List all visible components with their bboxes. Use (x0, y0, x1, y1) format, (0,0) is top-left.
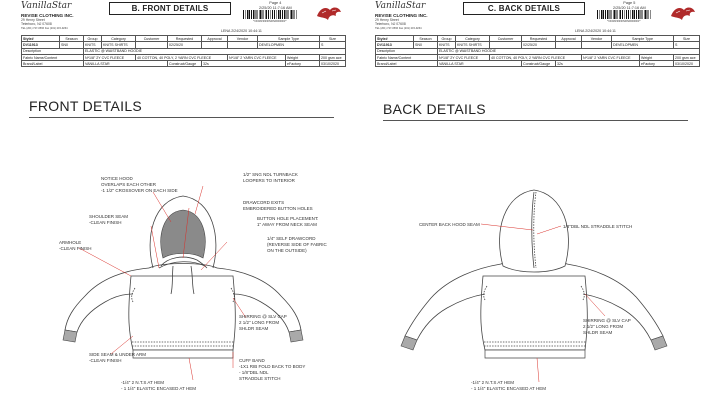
callout-line: 1" AWAY FROM NECK SEAM (257, 222, 317, 227)
callout-line: -1X1 RIB FOLD BACK TO BODY (239, 364, 306, 369)
vendor-label: Vendor (582, 36, 612, 42)
callout-center-back-seam (419, 222, 480, 228)
size-value: S (320, 42, 346, 48)
callout-line: SHIRRING @ SLV CAP (239, 314, 287, 319)
callout-hem (471, 380, 546, 392)
callout-line: 1/4" SELF DRAWCORD (267, 236, 316, 241)
callout-line: -CLEAN FINISH (89, 220, 122, 225)
callout-line: SHOULDER SEAM (89, 214, 129, 219)
style-label: Style# (22, 36, 60, 42)
requested-value: 02/25/20 (168, 42, 202, 48)
requested-label: Requested (522, 36, 556, 42)
factory-label: eFactory (286, 61, 320, 67)
construct-label: Construct/Gauge (168, 61, 202, 67)
description-label: Description (22, 48, 84, 54)
weight-value: 200 gsm ace (320, 54, 346, 60)
lena-stamp: LENA 2/24/2020 10:44:11 (575, 29, 616, 33)
group-label: Group (84, 36, 102, 42)
callout-straddle-stitch (563, 224, 632, 230)
description-value: ELASTIC @ WAISTBAND HOODIE (84, 48, 346, 54)
brand-value: VANILLA STAR (438, 61, 522, 67)
sample-type-label: Sample Type (612, 36, 674, 42)
callout-line: CENTER BACK HOOD SEAM (419, 222, 480, 227)
callout-line: 2 1/2" LONG FROM (583, 324, 624, 329)
company-block (375, 1, 465, 31)
fabric-content-value: 40 COTTON, 40 POLY, 2 YARN CVC FLEECE (490, 54, 582, 60)
group-label: Group (438, 36, 456, 42)
callout-armhole (59, 240, 92, 252)
construct-value: 32s (202, 61, 286, 67)
fabric-value: N*1/8" 2Y CVC FLEECE (84, 54, 136, 60)
barcode-text: *NNRRRRRNRNRRRRR* (253, 20, 287, 23)
back-details-page (375, 0, 699, 405)
spec-table (21, 35, 346, 67)
callout-line: CUFF BAND (239, 358, 265, 363)
callout-line: ON THE OUTSIDE) (267, 248, 307, 253)
season-label: Season (60, 36, 84, 42)
callout-hem (121, 380, 196, 392)
weight-label: Weight (640, 54, 674, 60)
season-value: SN0 (414, 42, 438, 48)
callout-line: 1/2" SNG NDL TURNBACK (243, 172, 298, 177)
season-label: Season (414, 36, 438, 42)
callout-line: SHIRRING @ SLV CAP (583, 318, 631, 323)
front-sketch-area (21, 118, 345, 405)
construct-value: 32s (556, 61, 640, 67)
company-name: REVISE CLOTHING INC. (375, 13, 428, 18)
callout-self-drawcord (267, 236, 327, 254)
description-label: Description (376, 48, 438, 54)
page-info (613, 1, 646, 10)
callout-shoulder-seam (89, 214, 128, 226)
spec-table (375, 35, 700, 67)
vendor-label: Vendor (228, 36, 258, 42)
brand-logo: VanillaStar (375, 1, 426, 11)
callout-drawcord-exits (243, 200, 313, 212)
company-name: REVISE CLOTHING INC. (21, 13, 74, 18)
requested-label: Requested (168, 36, 202, 42)
brand-label: Brand/Label (22, 61, 84, 67)
style-value: DV11913 (22, 42, 60, 48)
brand-label: Brand/Label (376, 61, 438, 67)
weight-label: Weight (286, 54, 320, 60)
callout-shirring (583, 318, 631, 336)
sample-type-label: Sample Type (258, 36, 320, 42)
callout-cuff-band (239, 358, 305, 382)
callout-line: DRAWCORD EXITS (243, 200, 285, 205)
dragon-logo-icon (314, 2, 344, 24)
section-title: BACK DETAILS (383, 101, 486, 117)
callout-line: SHLDR SEAM (583, 330, 613, 335)
category-value: KNITS SHIRTS (102, 42, 136, 48)
callout-line: STRADDLE STITCH (239, 376, 281, 381)
brand-value: VANILLA STAR (84, 61, 168, 67)
category-value: KNITS SHIRTS (456, 42, 490, 48)
category-label: Category (456, 36, 490, 42)
page-info (259, 1, 292, 10)
company-address-1: 29 Henry Street (375, 18, 399, 22)
callout-line: (REVERSE SIDE OF FABRIC (267, 242, 327, 247)
group-value: KNITS (438, 42, 456, 48)
requested-value: 02/25/20 (522, 42, 556, 48)
callout-line: - 1 1/4" ELASTIC ENCASED AT HEM (121, 386, 196, 391)
style-label: Style# (376, 36, 414, 42)
approval-label: Approval (556, 36, 582, 42)
lena-stamp: LENA 2/24/2020 10:44:11 (221, 29, 262, 33)
size-label: Size (320, 36, 346, 42)
sample-type-value: DEVELOPMEN (612, 42, 674, 48)
company-address-2: Teterboro, NJ 07608 (21, 22, 52, 27)
callout-line: ARMHOLE (59, 240, 82, 245)
fabric-secondary-value: N*1/8" 2 YARN CVC FLEECE (228, 54, 286, 60)
print-datetime: 2/25/20 11:7:16 AM (613, 5, 646, 10)
customer-label: Customer (136, 36, 168, 42)
callout-line: - 1 1/4" ELASTIC ENCASED AT HEM (471, 386, 546, 391)
callout-line: -1 1/2" CROSSOVER ON EACH SIDE (101, 188, 178, 193)
fabric-content-value: 40 COTTON, 40 POLY, 2 YARN CVC FLEECE (136, 54, 228, 60)
callout-button-hole (257, 216, 318, 228)
season-value: SN0 (60, 42, 84, 48)
callout-turnback (243, 172, 298, 184)
factory-value: 03/10/2020 (320, 61, 346, 67)
spec-brand-row (376, 61, 700, 67)
callout-shirring (239, 314, 287, 332)
callout-line: BUTTON HOLE PLACEMENT: (257, 216, 319, 221)
callout-line: 1/8"DBL NDL STRADDLE STITCH (563, 224, 633, 229)
callout-line: -CLEAN FINISH (59, 246, 92, 251)
barcode-text: *NNRRRRRNRNRRRRR* (607, 20, 641, 23)
barcode (243, 10, 297, 19)
company-address-1: 29 Henry Street (21, 18, 45, 22)
callout-line: OVERLAPS EACH OTHER (101, 182, 157, 187)
callout-line: EMBROIDERED BUTTON HOLES (243, 206, 313, 211)
company-phone: TEL (201) 727-0566 Fax (201) 215-9264 (21, 26, 68, 30)
size-label: Size (674, 36, 700, 42)
construct-label: Construct/Gauge (522, 61, 556, 67)
callout-line: NOTICE HOOD (101, 176, 133, 181)
page-number: Page 5 (623, 1, 636, 5)
company-address-2: Teterboro, NJ 07608 (375, 22, 406, 27)
callout-line: 2 1/2" LONG FROM (239, 320, 280, 325)
dragon-logo-icon (668, 2, 698, 24)
sheet-title: C. BACK DETAILS (463, 2, 585, 15)
callout-line: -1/4" 2 N.T.S AT HEM (471, 380, 514, 385)
callout-side-seam (89, 352, 146, 364)
section-title: FRONT DETAILS (29, 98, 143, 114)
approval-label: Approval (202, 36, 228, 42)
company-block (21, 1, 111, 31)
category-label: Category (102, 36, 136, 42)
weight-value: 200 gsm ace (674, 54, 700, 60)
factory-label: eFactory (640, 61, 674, 67)
print-datetime: 2/25/20 11:7:16 AM (259, 5, 292, 10)
customer-label: Customer (490, 36, 522, 42)
barcode (597, 10, 651, 19)
style-value: DV11913 (376, 42, 414, 48)
fabric-label: Fabric Name/Content (22, 54, 84, 60)
page-number: Page 4 (269, 1, 282, 5)
company-phone: TEL (201) 727-0566 Fax (201) 215-9264 (375, 26, 422, 30)
sample-type-value: DEVELOPMEN (258, 42, 320, 48)
fabric-secondary-value: N*1/8" 2 YARN CVC FLEECE (582, 54, 640, 60)
spec-brand-row (22, 61, 346, 67)
callout-line: LOOPERS TO INTERIOR (243, 178, 295, 183)
back-sketch-area (375, 118, 699, 405)
description-value: ELASTIC @ WAISTBAND HOODIE (438, 48, 700, 54)
back-hoodie-sketch (375, 118, 699, 405)
callout-hood-overlap (101, 176, 178, 194)
sheet-title: B. FRONT DETAILS (109, 2, 231, 15)
callout-line: SIDE SEAM & UNDER ARM (89, 352, 147, 357)
callout-line: - 1/8"DBL NDL (239, 370, 269, 375)
group-value: KNITS (84, 42, 102, 48)
front-details-page (21, 0, 345, 405)
fabric-value: N*1/8" 2Y CVC FLEECE (438, 54, 490, 60)
callout-line: -1/4" 2 N.T.S AT HEM (121, 380, 164, 385)
callout-line: -CLEAN FINISH (89, 358, 122, 363)
callout-line: SHLDR SEAM (239, 326, 269, 331)
fabric-label: Fabric Name/Content (376, 54, 438, 60)
size-value: S (674, 42, 700, 48)
factory-value: 03/10/2020 (674, 61, 700, 67)
brand-logo: VanillaStar (21, 1, 72, 11)
